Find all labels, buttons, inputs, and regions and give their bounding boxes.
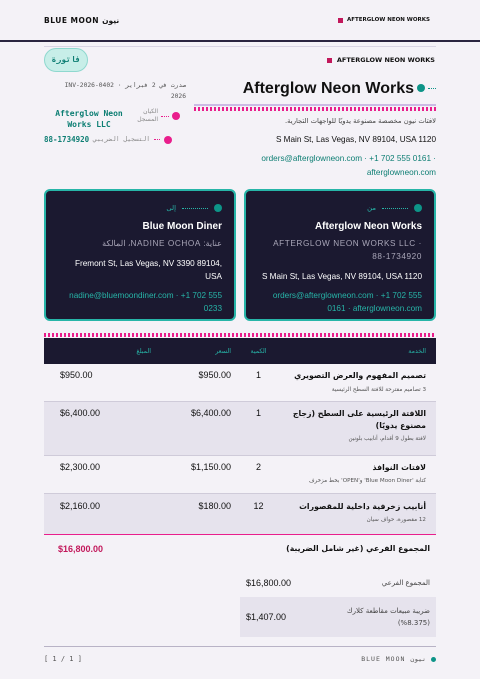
from-card bbox=[244, 189, 436, 321]
row-price: $180.00 bbox=[198, 501, 231, 511]
row-qty: 1 bbox=[255, 408, 261, 418]
client-name: Afterglow Neon Works LLC bbox=[55, 109, 123, 129]
row-amount: $2,300.00 bbox=[60, 462, 101, 472]
table-row bbox=[44, 456, 436, 494]
from-card-contact[interactable]: orders@afterglowneon.com · +1 702 555 0161 · afterglowneon.com bbox=[272, 291, 422, 313]
to-card-name: Blue Moon Diner bbox=[142, 221, 222, 232]
vendor-address: S Main St, Las Vegas, NV 89104, USA 1120 bbox=[275, 135, 436, 144]
col-qty: الكمية bbox=[250, 347, 267, 355]
subtotal-row bbox=[44, 534, 436, 562]
row-price: $950.00 bbox=[198, 370, 231, 380]
row-desc: 3 تصاميم مقترحة للافتة السطح الرئيسية bbox=[331, 387, 426, 393]
leader-line bbox=[154, 139, 160, 140]
from-card-legal: AFTERGLOW NEON WORKS LLC · 88-1734920 bbox=[273, 239, 422, 261]
table-row bbox=[44, 402, 436, 456]
teal-dot-icon bbox=[214, 204, 222, 212]
header-maker-label: AFTERGLOW NEON WORKS bbox=[347, 17, 430, 23]
row-desc: لافتة بطول 9 أقدام، أنابيب بلونين bbox=[348, 436, 426, 442]
row-service: لافتات النوافذ bbox=[372, 463, 426, 472]
row-amount: $950.00 bbox=[60, 370, 93, 380]
divider bbox=[44, 46, 436, 47]
invoice-meta bbox=[44, 80, 186, 102]
table-row bbox=[44, 364, 436, 402]
leader-line bbox=[161, 116, 169, 117]
from-card-name: Afterglow Neon Works bbox=[314, 221, 422, 232]
to-card-contact[interactable]: nadine@bluemoondiner.com · +1 702 555 0233 bbox=[69, 291, 222, 313]
vendor-dot-marker bbox=[417, 84, 436, 92]
to-card-label: إلى bbox=[166, 204, 176, 212]
tax-id-label: التسجيل الضريبي bbox=[93, 136, 151, 143]
tax-id: 88-1734920 bbox=[44, 135, 90, 144]
table-header bbox=[44, 338, 436, 364]
summary-subtotal-value: $16,800.00 bbox=[246, 578, 292, 588]
pink-dot-icon bbox=[164, 136, 172, 144]
footer-brand bbox=[361, 655, 436, 663]
row-service: اللافتة الرئيسية على السطح (زجاج مصنوع يدويًا) bbox=[292, 409, 426, 430]
subtotal-value: $16,800.00 bbox=[58, 543, 104, 554]
vendor-contact[interactable]: orders@afterglowneon.com · +1 702 555 0161 · afterglowneon.com bbox=[261, 154, 436, 177]
to-card bbox=[44, 189, 236, 321]
footer-divider bbox=[44, 646, 436, 647]
header-brand: BLUE MOON نيون bbox=[44, 16, 120, 25]
vendor-title: Afterglow Neon Works bbox=[242, 80, 414, 97]
row-price: $6,400.00 bbox=[190, 408, 231, 418]
teal-dot-icon bbox=[414, 204, 422, 212]
row-amount: $6,400.00 bbox=[60, 408, 101, 418]
vendor-description: لافتات نيون مخصصة مصنوعة يدويًا للواجهات التجارية. bbox=[285, 117, 436, 125]
teal-dot-icon bbox=[417, 84, 425, 92]
row-qty: 12 bbox=[253, 501, 264, 511]
row-service: تصميم المفهوم والعرض التصويري bbox=[294, 371, 426, 380]
invoice-badge: فاتورة bbox=[44, 48, 88, 72]
invoice-year: 2026 bbox=[170, 93, 186, 100]
square-icon bbox=[327, 58, 332, 63]
tax-id-row bbox=[44, 135, 186, 144]
summary-tax-label: ضريبة مبيعات مقاطعة كلارك (8.375%) bbox=[346, 607, 430, 627]
vendor-tag bbox=[327, 56, 435, 64]
teal-dot-icon bbox=[431, 657, 436, 662]
header-maker bbox=[338, 17, 430, 23]
table-row bbox=[44, 494, 436, 534]
pink-dot-icon bbox=[172, 112, 180, 120]
from-card-label: من bbox=[367, 204, 376, 212]
to-card-attn: عناية: NADINE OCHOA، المالكة bbox=[102, 239, 222, 248]
title-dotted-underline bbox=[194, 107, 436, 111]
col-amount: المبلغ bbox=[136, 347, 151, 355]
row-desc: كتابة 'Blue Moon Diner' و'OPEN' بخط مزخرف bbox=[308, 478, 426, 484]
row-service: أنابيب زخرفية داخلية للمقصورات bbox=[299, 502, 426, 511]
to-card-address: Fremont St, Las Vegas, NV 3390 89104, USA bbox=[74, 259, 222, 281]
summary-subtotal bbox=[240, 574, 436, 592]
invoice-number-line: INV-2026-0402 · صدرت في 2 فبراير bbox=[64, 82, 186, 89]
from-card-address: S Main St, Las Vegas, NV 89104, USA 1120 bbox=[261, 272, 422, 281]
summary-tax bbox=[240, 597, 436, 637]
col-price: السعر bbox=[215, 347, 231, 355]
page-indicator: [ 1 / 1 ] bbox=[44, 655, 82, 663]
footer-brand-label: BLUE MOON نيون bbox=[361, 655, 426, 663]
subtotal-label: المجموع الفرعي (غير شامل الضريبة) bbox=[286, 544, 430, 553]
summary-tax-value: $1,407.00 bbox=[246, 612, 287, 622]
client-block bbox=[44, 108, 180, 130]
row-price: $1,150.00 bbox=[190, 462, 231, 472]
row-amount: $2,160.00 bbox=[60, 501, 101, 511]
client-label: الكيان المسجل bbox=[137, 108, 158, 123]
row-qty: 2 bbox=[255, 462, 261, 472]
vendor-tag-label: AFTERGLOW NEON WORKS bbox=[336, 56, 435, 64]
title-underline bbox=[194, 104, 436, 106]
row-desc: 12 مقصورة، حواف سيان bbox=[366, 517, 426, 523]
square-icon bbox=[338, 18, 343, 23]
top-bar bbox=[0, 0, 480, 42]
table-deco bbox=[44, 333, 436, 337]
summary-subtotal-label: المجموع الفرعي bbox=[381, 579, 430, 587]
col-service: الخدمة bbox=[408, 347, 426, 355]
row-qty: 1 bbox=[255, 370, 261, 380]
